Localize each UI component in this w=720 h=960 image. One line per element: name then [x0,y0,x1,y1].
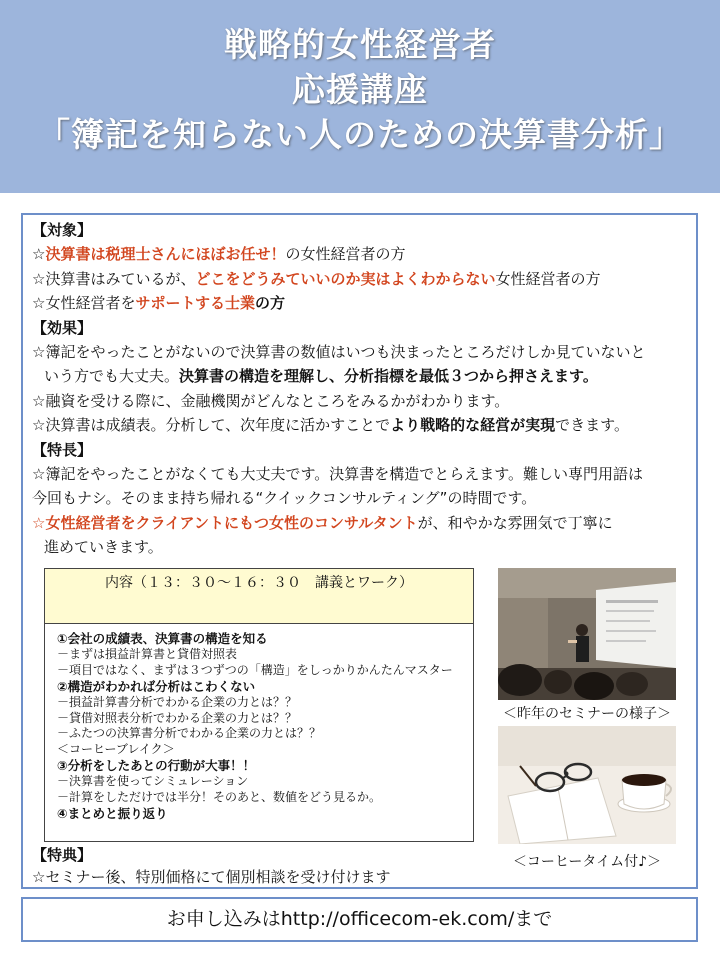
effect-heading: 【効果】 [32,318,93,337]
program-content-box [44,568,474,842]
bonus-section [32,844,390,888]
section-1-title: ①会社の成績表、決算書の構造を知る [57,631,268,646]
target-item-2: ☆決算書はみているが、どこをどうみていいのか実はよくわからない女性経営者の方 [32,269,601,288]
coffee-break-label: ＜コーヒーブレイク＞ [57,742,175,757]
section-2-title: ②構造がわかれば分析はこわくない [57,678,256,694]
section-3-item-a: －決算書を使ってシミュレーション [57,774,249,789]
features-item-1-line-1: ☆簿記をやったことがなくても大丈夫です。決算書を構造でとらえます。難しい専門用語は [32,465,644,484]
effect-item-1-line-1: ☆簿記をやったことがないので決算書の数値はいつも決まったところだけしか見ていないと [32,343,646,362]
section-1-item-b: －項目ではなく、まずは３つずつの「構造」をしっかりかんたんマスター [57,662,453,677]
title-line-3: 「簿記を知らない人のための決算書分析」 [37,115,683,154]
title-line-2: 応援講座 [292,70,428,109]
features-item-1-line-2: 今回もナシ。そのまま持ち帰れる“クイックコンサルティング”の時間です。 [32,489,537,508]
application-link-text[interactable]: お申し込みはhttp://officecom-ek.com/まで [166,908,553,930]
bonus-item: ☆セミナー後、特別価格にて個別相談を受け付けます [32,868,391,886]
coffee-photo [498,726,676,844]
effect-item-3: ☆決算書は成績表。分析して、次年度に活かすことでより戦略的な経営が実現できます。 [32,416,629,435]
title-banner [0,0,720,193]
effect-item-2: ☆融資を受ける際に、金融機関がどんなところをみるかがわかります。 [32,391,510,410]
section-2-item-c: －ふたつの決算書分析でわかる企業の力とは？？ [57,726,322,741]
coffee-photo-image [498,726,676,844]
target-item-1: ☆決算書は税理士さんにほぼお任せ！の女性経営者の方 [32,245,406,264]
features-item-2-line-2: 進めていきます。 [44,538,163,557]
section-2-item-a: －損益計算書分析でわかる企業の力とは？？ [57,694,298,709]
title-line-1: 戦略的女性経営者 [224,25,496,64]
coffee-photo-caption: ＜コーヒータイム付♪＞ [512,854,662,870]
section-2-item-b: －貸借対照表分析でわかる企業の力とは？？ [57,710,298,725]
section-4-title: ④まとめと振り返り [57,805,168,821]
target-item-3: ☆女性経営者をサポートする士業の方 [32,294,286,313]
main-text [32,218,702,560]
application-footer [21,897,698,942]
seminar-photo [498,568,676,700]
features-heading: 【特長】 [32,440,93,459]
target-heading: 【対象】 [32,221,93,239]
features-item-2-line-1: ☆女性経営者をクライアントにもつ女性のコンサルタントが、和やかな雰囲気で丁寧に [32,513,613,532]
program-content-list [45,624,473,822]
seminar-photo-image [498,568,676,700]
program-content-header: 内容（１３：３０〜１６：３０ 講義とワーク） [45,569,473,624]
effect-item-1-line-2: いう方でも大丈夫。決算書の構造を理解し、分析指標を最低３つから押さえます。 [44,367,598,386]
section-1-item-a: －まずは損益計算書と貸借対照表 [57,646,238,661]
seminar-photo-caption: ＜昨年のセミナーの様子＞ [503,706,671,722]
section-3-item-b: －計算をしただけでは半分！そのあと、数値をどう見るか。 [57,790,382,805]
section-3-title: ③分析をしたあとの行動が大事！！ [57,758,256,774]
bonus-heading: 【特典】 [32,846,93,864]
